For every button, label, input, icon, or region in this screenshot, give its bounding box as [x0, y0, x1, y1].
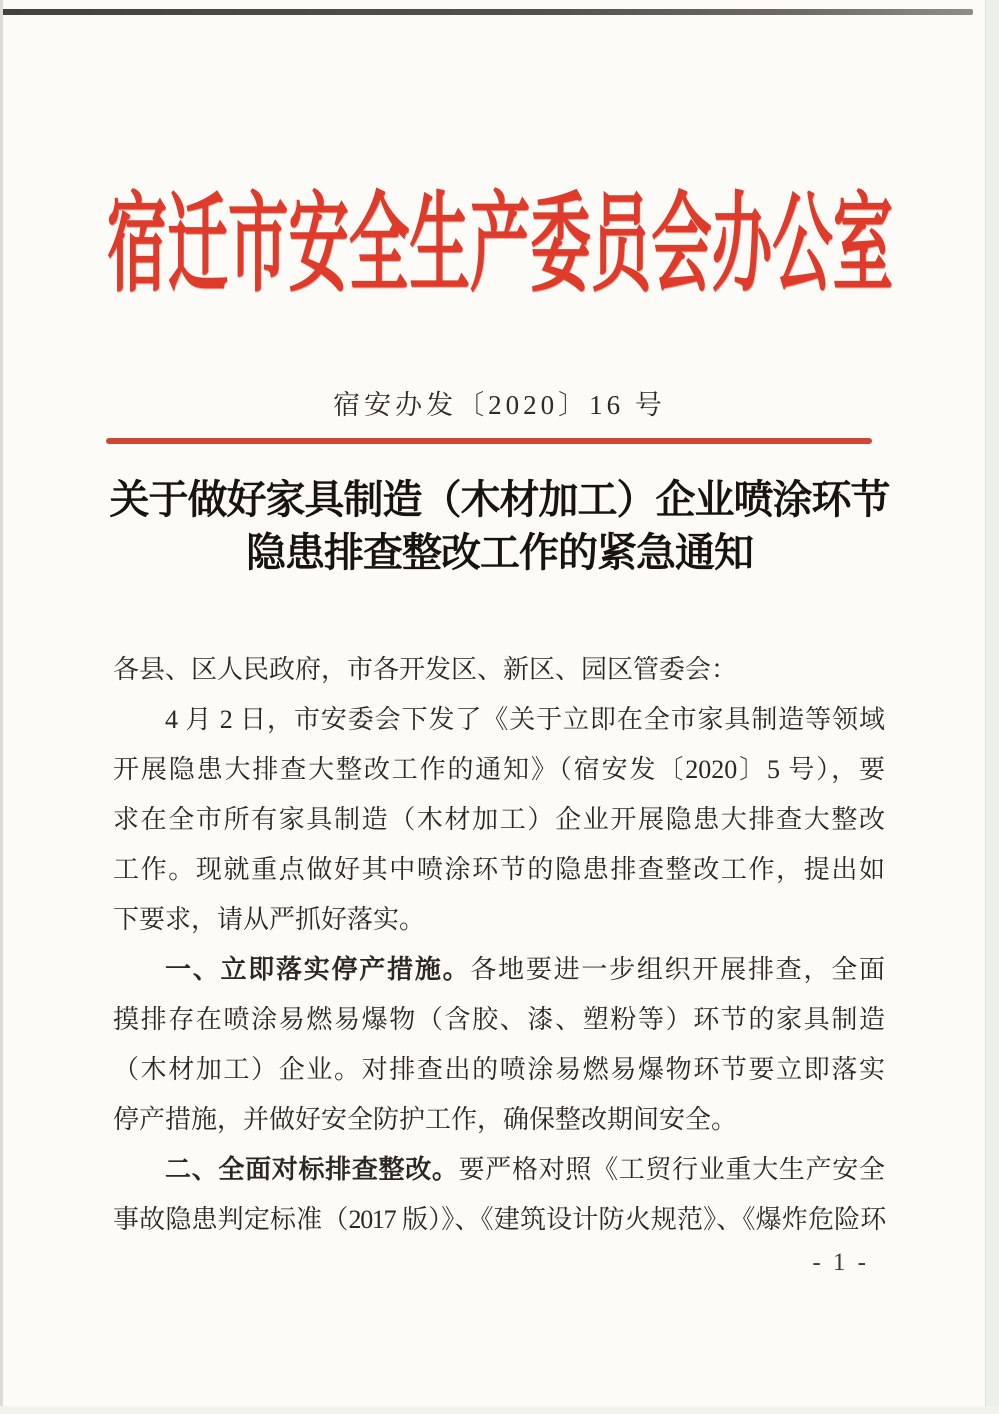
- line-text: （木材加工）企业。对排查出的喷涂易燃易爆物环节要立即落实: [113, 1055, 885, 1084]
- document-body: [113, 645, 885, 1245]
- body-line: [113, 895, 885, 945]
- body-line: [113, 695, 885, 745]
- line-text: 摸排存在喷涂易燃易爆物（含胶、漆、塑粉等）环节的家具制造: [113, 1005, 885, 1034]
- page-number: - 1 -: [812, 1249, 869, 1276]
- body-line: [113, 995, 885, 1045]
- line-text: 事故隐患判定标准（2017 版）》、《建筑设计防火规范》、《爆炸危险环: [113, 1205, 885, 1234]
- line-text: 要严格对照《工贸行业重大生产安全: [458, 1155, 885, 1184]
- letterhead-divider-rule: [106, 438, 872, 444]
- body-line: [113, 845, 885, 895]
- document-number: 宿安办发〔2020〕16 号: [333, 390, 666, 420]
- section-2-heading: 二、全面对标排查整改。: [165, 1155, 459, 1184]
- document-title-line2: 隐患排查整改工作的紧急通知: [246, 530, 753, 575]
- section-1-heading: 一、立即落实停产措施。: [165, 955, 471, 984]
- line-text: 求在全市所有家具制造（木材加工）企业开展隐患大排查大整改: [113, 805, 885, 834]
- document-title-line1: 关于做好家具制造（木材加工）企业喷涂环节: [109, 477, 890, 522]
- body-line-section-2: [113, 1145, 885, 1195]
- organization-title: 宿迁市安全生产委员会办公室: [106, 186, 893, 305]
- body-line: [113, 795, 885, 845]
- document-title: [50, 473, 949, 579]
- line-text: 下要求，请从严抓好落实。: [113, 905, 426, 934]
- letterhead: [0, 186, 999, 307]
- line-text: 停产措施，并做好安全防护工作，确保整改期间安全。: [113, 1105, 738, 1134]
- body-line: [113, 1195, 885, 1245]
- body-line: [113, 1045, 885, 1095]
- line-text: 4 月 2 日，市安委会下发了《关于立即在全市家具制造等领域: [165, 705, 885, 734]
- body-line: [113, 1095, 885, 1145]
- line-text: 开展隐患大排查大整改工作的通知》（宿安发〔2020〕5 号），要: [113, 755, 885, 784]
- line-text: 各县、区人民政府，市各开发区、新区、园区管委会：: [113, 655, 738, 684]
- line-text: 各地要进一步组织开展排查，全面: [470, 955, 885, 984]
- body-line-section-1: [113, 945, 885, 995]
- body-line: [113, 745, 885, 795]
- body-line-salutation: [113, 645, 885, 695]
- scan-bottom-edge-artifact: [0, 1406, 999, 1414]
- scan-top-edge-artifact: [0, 9, 973, 15]
- line-text: 工作。现就重点做好其中喷涂环节的隐患排查整改工作，提出如: [113, 855, 885, 884]
